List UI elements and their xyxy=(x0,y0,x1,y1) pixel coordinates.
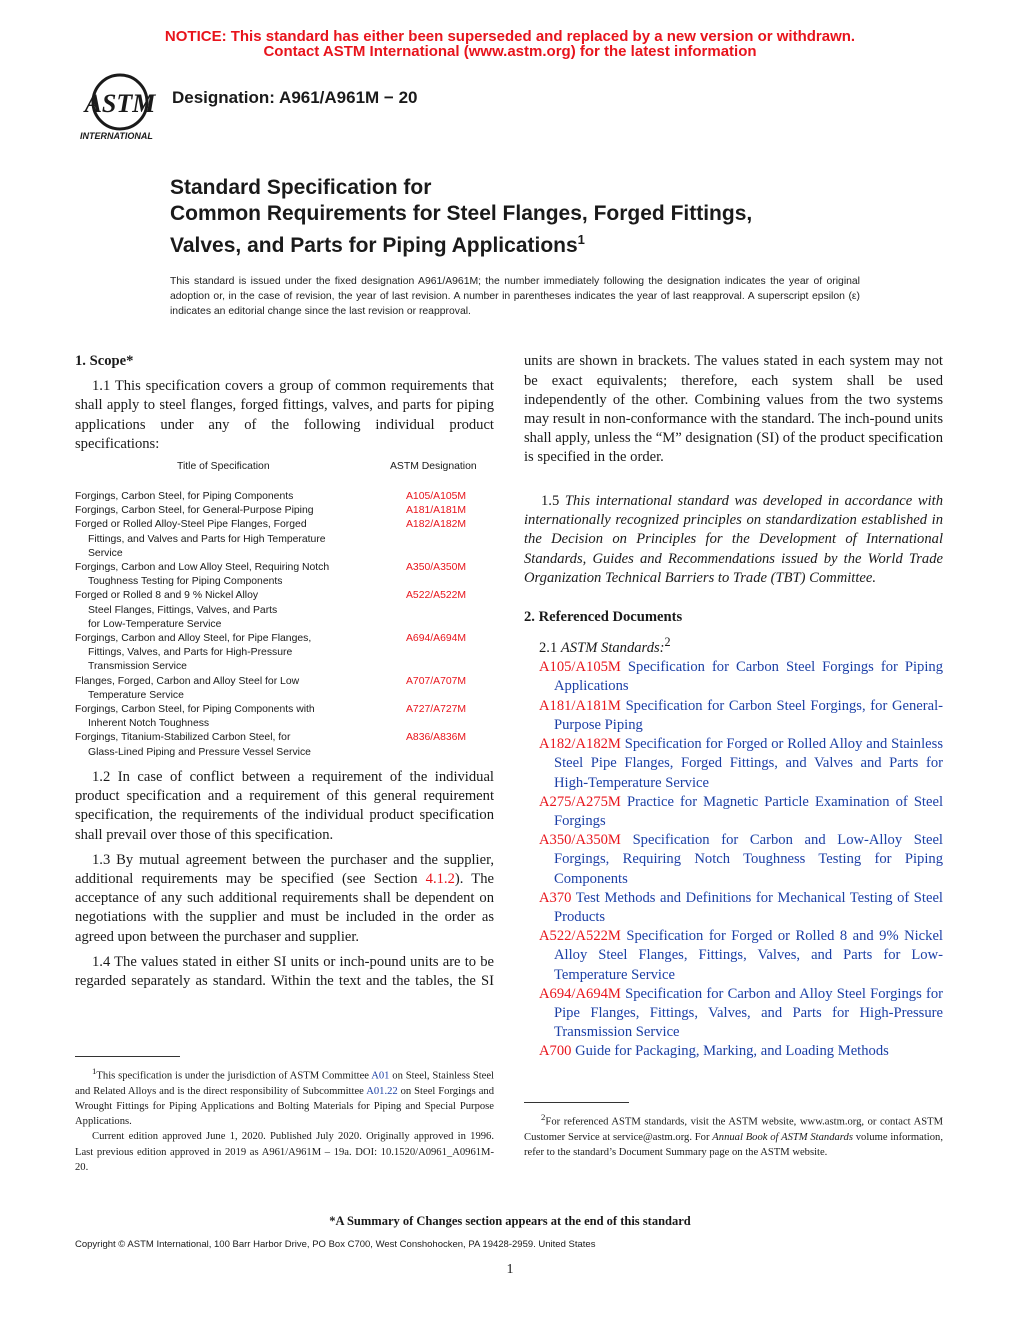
table-row-title xyxy=(75,589,375,632)
reference-title-link[interactable]: Specification for Forged or Rolled Alloy and Stainless Steel Pipe Flanges, Forged Fittings, and Valves and Parts for High-Temperature Service xyxy=(554,736,943,791)
table-row-title xyxy=(75,490,375,504)
table-row-title xyxy=(75,731,375,759)
reference-title-link[interactable]: Specification for Carbon Steel Forgings, for General-Purpose Piping xyxy=(554,697,944,733)
para-1-4-continued-text: units are shown in brackets. The values stated in each system may not be exact equivalents; therefore, each system shall be used independently of the other. Combining values from the two systems may result in non-conformance with the standard. The inch-pound units shall apply, unless the “M” designation (SI) of the product specification is specified in the order. xyxy=(524,353,943,466)
table-row-title xyxy=(75,504,375,518)
para-1-3 xyxy=(75,851,494,947)
table-row-title-line: Glass-Lined Piping and Pressure Vessel Service xyxy=(88,746,311,758)
copyright-line: Copyright © ASTM International, 100 Barr Harbor Drive, PO Box C700, West Conshohocken, PA 19428-2959. United States xyxy=(75,1239,596,1250)
refdocs-heading: 2. Referenced Documents xyxy=(524,609,683,626)
page-number: 1 xyxy=(506,1262,514,1277)
footnote-1-text-b: on Steel, Stainless Steel and Related Alloys and is the direct responsibility of Subcommittee xyxy=(75,1070,495,1097)
table-header-designation: ASTM Designation xyxy=(390,461,477,473)
astm-logo xyxy=(74,72,162,144)
reference-code-link[interactable]: A105/A105M xyxy=(539,659,621,676)
footnote-1-text-c: on Steel Forgings and Wrought Fittings for Piping Applications and Bolting Materials for Piping and Special Purpose Applications. xyxy=(75,1085,494,1128)
footnote-1-text-a: This specification is under the jurisdiction of ASTM Committee xyxy=(96,1070,372,1082)
reference-code-link[interactable]: A182/A182M xyxy=(539,736,621,753)
astm-standards-subheading xyxy=(524,633,943,658)
astm-standards-footnote-mark[interactable]: 2 xyxy=(664,635,671,650)
reference-code-link[interactable]: A350/A350M xyxy=(539,832,621,849)
table-row-title xyxy=(75,675,375,703)
reference-title-link[interactable]: Practice for Magnetic Particle Examination of Steel Forgings xyxy=(554,793,943,829)
table-row-title-line: Fittings, and Valves and Parts for High Temperature xyxy=(88,533,326,545)
para-1-5-number: 1.5 xyxy=(541,493,565,509)
reference-item xyxy=(539,1042,943,1061)
table-row-title-line: Inherent Notch Toughness xyxy=(88,718,210,730)
table-row-designation-link[interactable]: A727/A727M xyxy=(406,704,467,716)
table-row-designation-link[interactable]: A182/A182M xyxy=(406,519,467,531)
title-line3-text: Valves, and Parts for Piping Applications xyxy=(170,234,578,257)
scope-heading: 1. Scope* xyxy=(75,353,134,369)
footnote-rule-right xyxy=(524,1102,629,1103)
reference-item xyxy=(539,793,943,831)
table-row-title-line: Steel Flanges, Fittings, Valves, and Parts xyxy=(88,604,278,616)
table-row-title-line: Forgings, Carbon and Alloy Steel, for Pipe Flanges, xyxy=(75,633,312,645)
astm-standards-number: 2.1 xyxy=(539,640,561,657)
table-row-title-line: Toughness Testing for Piping Components xyxy=(88,576,283,588)
title-line2: Common Requirements for Steel Flanges, Forged Fittings, xyxy=(170,202,753,225)
table-row-designation-link[interactable]: A350/A350M xyxy=(406,562,467,574)
left-column xyxy=(75,352,494,991)
reference-item xyxy=(539,831,943,889)
reference-code-link[interactable]: A181/A181M xyxy=(539,697,621,714)
reference-item xyxy=(539,985,943,1043)
table-row-title xyxy=(75,561,375,589)
title-line1: Standard Specification for xyxy=(170,176,432,199)
title-line3 xyxy=(170,226,930,259)
reference-item xyxy=(539,889,943,927)
reference-title-link[interactable]: Guide for Packaging, Marking, and Loading Methods xyxy=(575,1043,889,1060)
table-row-title-line: Forgings, Carbon Steel, for Piping Components xyxy=(75,491,294,503)
reference-title-link[interactable]: Specification for Carbon and Alloy Steel Forgings for Pipe Flanges, Fittings, Valves, and Parts for High-Pressure Transmission Service xyxy=(554,985,943,1041)
para-1-3-text-a: 1.3 By mutual agreement between the purchaser and the supplier, additional requirements may be specified (see Section xyxy=(75,851,494,888)
table-row-title-line: Temperature Service xyxy=(88,689,184,701)
reference-list xyxy=(524,658,943,1061)
table-row-title-line: Forged or Rolled 8 and 9 % Nickel Alloy xyxy=(75,590,259,602)
reference-code-link[interactable]: A700 xyxy=(539,1043,572,1060)
footnote-1 xyxy=(75,1064,494,1175)
reference-code-link[interactable]: A370 xyxy=(539,889,572,906)
table-row-title-line: Fittings, Valves, and Parts for High-Pressure xyxy=(88,647,293,659)
table-row-title xyxy=(75,632,375,675)
para-1-4-continued xyxy=(524,352,943,486)
reference-code-link[interactable]: A275/A275M xyxy=(539,793,621,810)
para-1-3-text-b: ). The acceptance of any such additional requirements shall be dependent on negotiations with the supplier and must be included in the order as agreed upon between the purchaser and supplier. xyxy=(75,871,494,945)
reference-item xyxy=(539,735,943,793)
footnote-2-annual-book: Annual Book of ASTM Standards xyxy=(712,1131,853,1143)
table-row-title-line: for Low-Temperature Service xyxy=(88,618,222,630)
reference-code-link[interactable]: A694/A694M xyxy=(539,985,621,1002)
footnote-1-edition: Current edition approved June 1, 2020. Published July 2020. Originally approved in 1996. Last previous edition approved in 2019 as A961/A961M – 19a. DOI: 10.1520/A0961_A0961M-20. xyxy=(75,1131,494,1173)
footnote-1-mark: 1 xyxy=(92,1066,97,1076)
table-row-designation-link[interactable]: A694/A694M xyxy=(406,633,467,645)
table-row-designation-link[interactable]: A105/A105M xyxy=(406,491,467,503)
reference-title-link[interactable]: Specification for Forged or Rolled 8 and 9% Nickel Alloy Steel Flanges, Fittings, Valves, and Parts for Low-Temperature Service xyxy=(554,928,943,983)
reference-code-link[interactable]: A522/A522M xyxy=(539,928,621,945)
reference-item xyxy=(539,697,943,735)
reference-item xyxy=(539,927,943,985)
subcommittee-a01-22-link[interactable]: A01.22 xyxy=(366,1085,398,1097)
table-row-title-line: Forgings, Carbon and Low Alloy Steel, Requiring Notch xyxy=(75,562,330,574)
astm-standards-label: ASTM Standards: xyxy=(560,640,665,657)
reference-title-link[interactable]: Test Methods and Definitions for Mechanical Testing of Steel Products xyxy=(554,889,943,925)
footnote-2-mark: 2 xyxy=(541,1112,546,1122)
spec-table xyxy=(75,460,494,760)
svg-text:ASTM: ASTM xyxy=(84,89,156,118)
para-1-5 xyxy=(524,492,943,588)
section-4-1-2-link[interactable]: 4.1.2 xyxy=(425,871,455,888)
table-row-title-line: Transmission Service xyxy=(88,661,187,673)
designation: Designation: A961/A961M − 20 xyxy=(172,88,418,107)
table-row-designation-link[interactable]: A522/A522M xyxy=(406,590,467,602)
para-1-5-text: This international standard was developed in accordance with internationally recognized principles on standardization established in the Decision on Principles for the Development of International Standards, Guides and Recommendations issued by the World Trade Organization Technical Barriers to Trade (TBT) Committee. xyxy=(524,493,944,586)
table-row-designation-link[interactable]: A181/A181M xyxy=(406,505,467,517)
right-column xyxy=(524,352,943,1062)
committee-a01-link[interactable]: A01 xyxy=(371,1070,390,1082)
table-row-title-line: Forgings, Carbon Steel, for Piping Components with xyxy=(75,704,315,716)
withdrawal-notice-line2: Contact ASTM International (www.astm.org) for the latest information xyxy=(263,43,757,60)
reference-title-link[interactable]: Specification for Carbon and Low-Alloy Steel Forgings, Requiring Notch Toughness Testing for Piping Components xyxy=(554,832,943,887)
table-row-designation-link[interactable]: A836/A836M xyxy=(406,732,467,744)
summary-of-changes-note: *A Summary of Changes section appears at the end of this standard xyxy=(329,1214,691,1228)
para-1-1: 1.1 This specification covers a group of common requirements that shall apply to steel flanges, forged fittings, valves, and parts for piping applications under any of the following individual product specifications: xyxy=(75,378,494,452)
table-row-designation-link[interactable]: A707/A707M xyxy=(406,675,467,687)
table-header-title: Title of Specification xyxy=(177,461,270,473)
table-row-title xyxy=(75,518,375,561)
footnote-rule-left xyxy=(75,1056,180,1057)
table-row-title-line: Service xyxy=(88,547,123,559)
footnote-2 xyxy=(524,1110,943,1160)
table-row-title xyxy=(75,703,375,731)
footnote-2-text-b: volume information, refer to the standard’s Document Summary page on the ASTM website. xyxy=(524,1131,943,1158)
footnote-2-text-a: For referenced ASTM standards, visit the ASTM website, www.astm.org, or contact ASTM Customer Service at service@astm.org. For xyxy=(524,1116,943,1143)
reference-item xyxy=(539,658,943,696)
logo-international-text: INTERNATIONAL xyxy=(80,131,153,141)
reference-title-link[interactable]: Specification for Carbon Steel Forgings for Piping Applications xyxy=(554,659,943,695)
table-row-title-line: Forgings, Titanium-Stabilized Carbon Steel, for xyxy=(75,732,291,744)
para-1-4-start: 1.4 The values stated in either SI units or inch-pound units are to be regarded separately as standard. Within the text and the tables, the SI xyxy=(75,953,494,990)
table-row-title-line: Forgings, Carbon Steel, for General-Purpose Piping xyxy=(75,505,314,517)
table-row-title-line: Forged or Rolled Alloy-Steel Pipe Flanges, Forged xyxy=(75,519,307,531)
preamble: This standard is issued under the fixed designation A961/A961M; the number immediately following the designation indicates the year of original adoption or, in the case of revision, the year of last revision. A number in parentheses indicates the year of last reapproval. A superscript epsilon (ε) indicates an editorial change since the last revision or reapproval. xyxy=(170,276,860,317)
withdrawal-notice-line1: NOTICE: This standard has either been superseded and replaced by a new version or withdrawn. xyxy=(164,28,856,45)
title-footnote-mark[interactable]: 1 xyxy=(577,232,585,247)
para-1-2: 1.2 In case of conflict between a requirement of the individual product specification and a requirement of this general requirement specification, the requirements of the individual product specification shall prevail over those of this specification. xyxy=(75,769,494,843)
table-row-title-line: Flanges, Forged, Carbon and Alloy Steel for Low xyxy=(75,675,300,687)
